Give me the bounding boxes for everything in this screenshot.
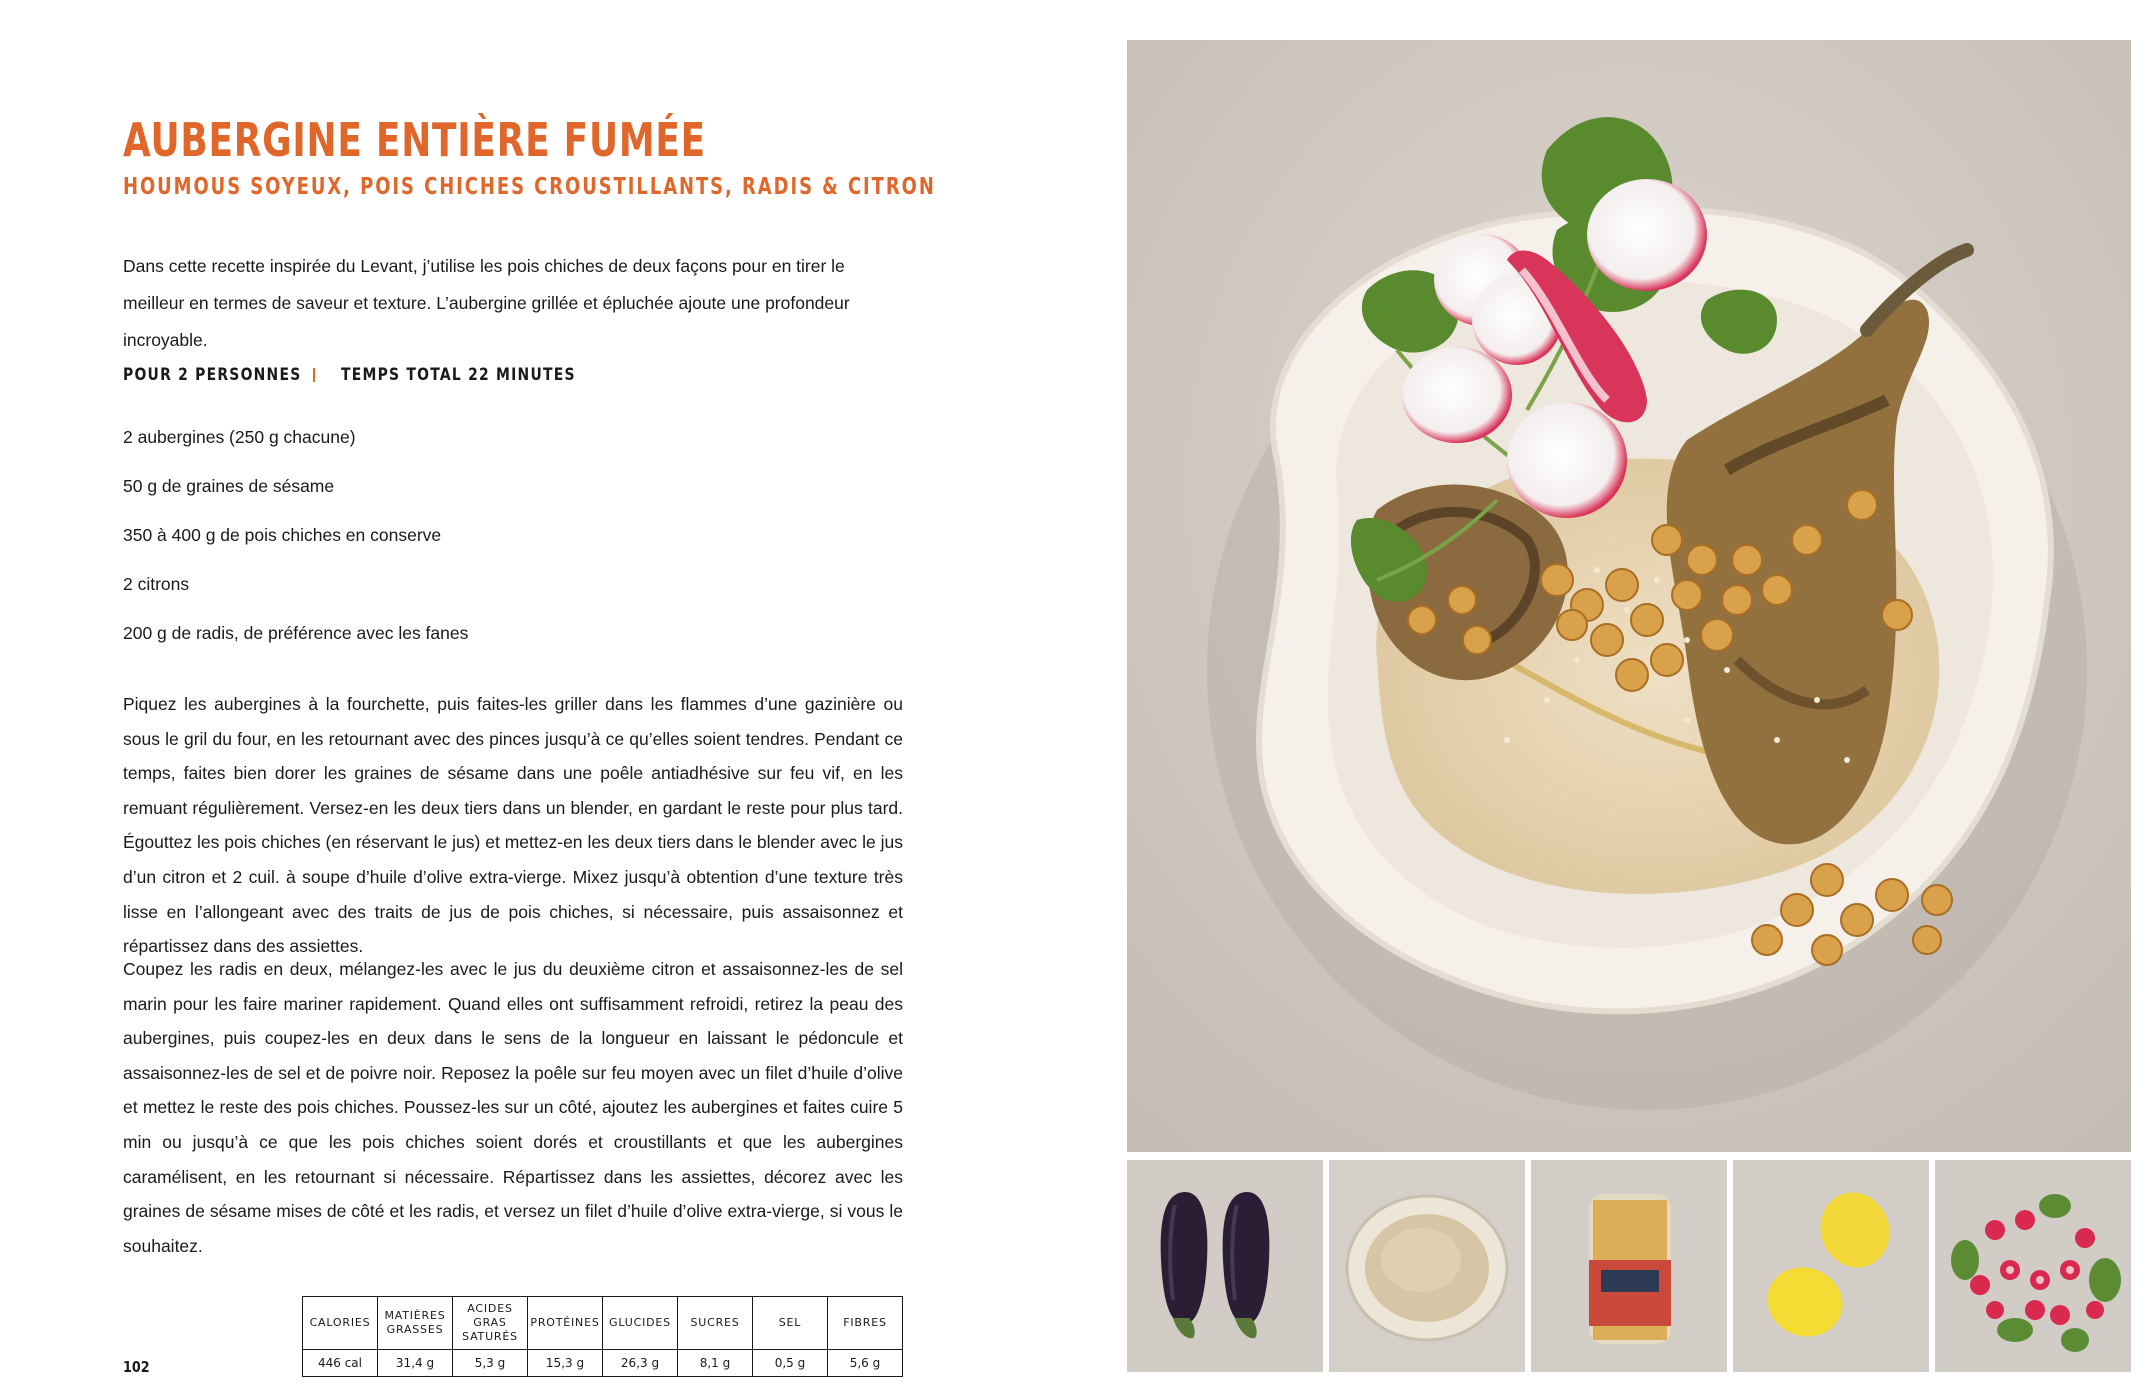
value-protein: 15,3 g <box>528 1350 603 1377</box>
ingredient-item: 2 aubergines (250 g chacune) <box>123 427 356 447</box>
value-carbs: 26,3 g <box>603 1350 678 1377</box>
value-saturates: 5,3 g <box>453 1350 528 1377</box>
header-sugars: SUCRES <box>678 1297 753 1350</box>
dish-photo <box>1127 40 2131 1152</box>
header-fat-line: GRASSES <box>386 1323 444 1336</box>
recipe-subtitle: HOUMOUS SOYEUX, POIS CHICHES CROUSTILLANTS, RADIS & CITRON <box>123 174 936 200</box>
method-paragraph: Piquez les aubergines à la fourchette, puis faites-les griller dans les flammes d’une gazinière ou sous le gril du four, en les retournant avec des pinces jusqu’à ce qu’elles soient tendres. Pendant ce temps, faites bien dorer les graines de sésame dans une poêle antiadhésive sur feu vif, en les remuant régulièrement. Versez-en les deux tiers dans un blender, en gardant le reste pour plus tard. Égouttez les pois chiches (en réservant le jus) et mettez-en les deux tiers dans le blender avec le jus d’un citron et 2 cuil. à soupe d’huile d’olive extra-vierge. Mixez jusqu’à obtention d’une texture très lisse en l’allongeant avec des traits de jus de pois chiches, si nécessaire, puis assaisonnez et répartissez dans des assiettes. <box>123 694 903 957</box>
header-fibre: FIBRES <box>828 1297 903 1350</box>
recipe-title: AUBERGINE ENTIÈRE FUMÉE <box>123 113 706 167</box>
ingredient-thumbnails <box>1127 1160 2131 1372</box>
nutrition-value-row <box>303 1350 903 1377</box>
ingredient-item: 50 g de graines de sésame <box>123 476 335 496</box>
value-calories: 446 cal <box>303 1350 378 1377</box>
value-salt: 0,5 g <box>753 1350 828 1377</box>
ingredient-list <box>123 425 468 670</box>
header-fat <box>378 1297 453 1350</box>
header-sat-line: SATURÉS <box>462 1330 518 1343</box>
thumb-radishes <box>1935 1160 2131 1372</box>
thumb-chickpea-jar <box>1531 1160 1727 1372</box>
method-paragraph: Coupez les radis en deux, mélangez-les avec le jus du deuxième citron et assaisonnez-les de sel marin pour les faire mariner rapidement. Quand elles ont suffisamment refroidi, retirez la peau des aubergines, puis coupez-les en deux dans le sens de la longueur en laissant le pédoncule et assaisonnez-les de sel et de poivre noir. Reposez la poêle sur feu moyen avec un filet d’huile d’olive et mettez le reste des pois chiches. Poussez-les sur un côté, ajoutez les aubergines et faites cuire 5 min ou jusqu’à ce que les pois chiches soient dorés et croustillants et que les aubergines caramélisent, en les retournant si nécessaire. Répartissez dans les assiettes, décorez avec les graines de sésame mises de côté et les radis, et versez un filet d’huile d’olive extra-vierge, si vous le souhaitez. <box>123 959 903 1256</box>
value-fat: 31,4 g <box>378 1350 453 1377</box>
header-saturates <box>453 1297 528 1350</box>
recipe-meta <box>123 362 627 388</box>
header-calories: CALORIES <box>303 1297 378 1350</box>
header-sat-line: ACIDES <box>467 1302 513 1315</box>
header-carbs: GLUCIDES <box>603 1297 678 1350</box>
thumb-aubergines <box>1127 1160 1323 1372</box>
recipe-intro: Dans cette recette inspirée du Levant, j’utilise les pois chiches de deux façons pour en tirer le meilleur en termes de saveur et texture. L’aubergine grillée et épluchée ajoute une profondeur incroyable. <box>123 256 850 350</box>
recipe-page <box>0 0 1075 1400</box>
header-protein: PROTÉINES <box>528 1297 603 1350</box>
servings-label: POUR 2 PERSONNES <box>123 365 302 385</box>
page-number: 102 <box>123 1358 150 1376</box>
value-fibre: 5,6 g <box>828 1350 903 1377</box>
meta-divider <box>313 368 315 382</box>
thumb-sesame-seeds <box>1329 1160 1525 1372</box>
ingredient-item: 350 à 400 g de pois chiches en conserve <box>123 525 442 545</box>
header-sat-line: GRAS <box>473 1316 507 1329</box>
header-fat-line: MATIÈRES <box>384 1309 446 1322</box>
value-sugars: 8,1 g <box>678 1350 753 1377</box>
ingredient-item: 200 g de radis, de préférence avec les fanes <box>123 623 469 643</box>
nutrition-header-row <box>303 1297 903 1350</box>
header-salt: SEL <box>753 1297 828 1350</box>
ingredient-item: 2 citrons <box>123 574 190 594</box>
thumb-lemons <box>1733 1160 1929 1372</box>
nutrition-table <box>302 1296 903 1377</box>
total-time-label: TEMPS TOTAL 22 MINUTES <box>341 365 576 385</box>
